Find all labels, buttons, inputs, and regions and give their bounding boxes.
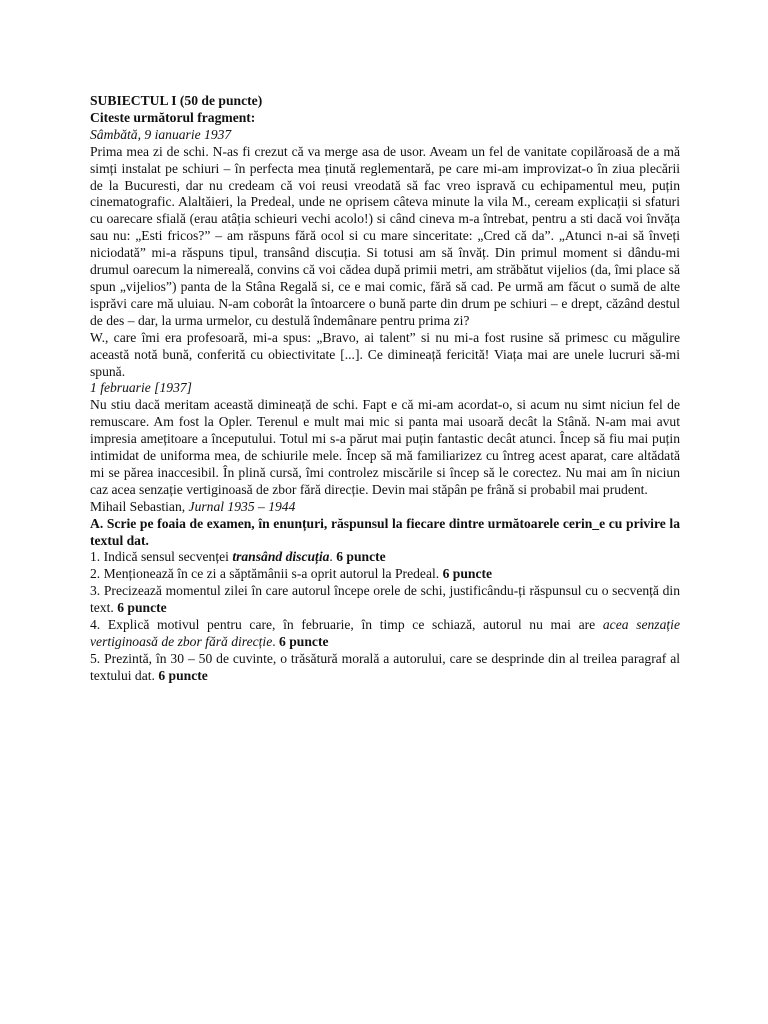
task-item-points: 6 puncte <box>158 667 208 683</box>
task-item-points: 6 puncte <box>279 634 329 649</box>
task-item-5 <box>90 651 680 685</box>
task-title: A. Scrie pe foaia de examen, în enunțuri, răspunsul la fiecare dintre următoarele cerin_e cu privire la textul dat. <box>90 515 680 548</box>
entry1-paragraph-2: W., care îmi era profesoară, mi-a spus: „Bravo, ai talent” si nu mi-a fost rusine să primesc cu măgulire această notă bună, conferită cu obiectivitate [...]. Ce dimineață fericită! Viața mai are unele lucruri să-mi spună. <box>90 329 680 379</box>
task-item-text: 5. Prezintă, în 30 – 50 de cuvinte, o trăsătură morală a autorului, care se desprinde din al treilea paragraf al textului dat. <box>90 650 680 683</box>
task-item-points: 6 puncte <box>117 600 167 616</box>
task-item-points: 6 puncte <box>442 566 493 582</box>
subject-heading: SUBIECTUL I (50 de puncte) <box>90 93 263 108</box>
entry2-date: 1 februarie [1937] <box>90 380 192 396</box>
task-item-text: 3. Precizează momentul zilei în care autorul începe orele de schi, justificându-ți răspunsul cu o secvență din text. <box>90 583 680 616</box>
task-item-text: 4. Explică motivul pentru care, în februarie, în timp ce schiază, autorul nu mai are <box>90 617 603 633</box>
instruction-heading: Citeste următorul fragment: <box>90 109 256 125</box>
task-item-quote: acea senzație vertiginoasă de zbor fără direcție <box>90 617 680 649</box>
task-item-text: 1. Indică sensul secvenței <box>90 549 233 565</box>
task-item-text: 2. Menționează în ce zi a săptămânii s-a oprit autorul la Predeal. <box>90 566 443 582</box>
entry2-paragraph-1: Nu stiu dacă meritam această dimineață de schi. Fapt e că mi-am acordat-o, si acum nu simt niciun fel de remuscare. Am fost la Opler. Terenul e mult mai mic si panta mai usoară decât la Stână. N-am mai avut impresia amețitoare a începutului. Totul mi s-a părut mai puțin fantastic decât atunci. Încep să fiu mai puțin intimidat de uniforma mea, de schiurile mele. Încep să mă familiarizez cu întreg acest aparat, care altădată mi se părea inaccesibil. În plină cursă, îmi controlez miscările si încep să le corectez. Nu mai am în niciun caz acea senzație vertiginoasă de zbor fără direcție. Devin mai stăpân pe frână si probabil mai prudent. <box>90 397 680 497</box>
task-item-4 <box>90 617 680 651</box>
source-work: Jurnal 1935 – 1944 <box>188 498 296 514</box>
document-content <box>90 93 680 685</box>
task-item-points: 6 puncte <box>336 549 386 565</box>
entry1-date: Sâmbătă, 9 ianuarie 1937 <box>90 126 232 142</box>
entry1-paragraph-1: Prima mea zi de schi. N-as fi crezut că va merge asa de usor. Aveam un fel de vanitate copilăroasă de a mă simți instalat pe schiuri – în perfecta mea ținută reglementară, pe care mi-am improvizat-o în ziua plecării de la Bucuresti, dar nu credeam că voi reusi vreodată să fac vreo ispravă cu echipamentul meu, puțin cinematografic. Alaltăieri, la Predeal, unde ne oprisem câteva minute la vila M., ceream explicații si sfaturi cu oarecare sfială (erau atâția schieuri vechi acolo!) si când cineva m-a întrebat, pentru a sti dacă voi învăța sau nu: „Esti fricos?” – am răspuns fără ocol si cu mare sinceritate: „Cred că da”. „Atunci n-ai să înveți niciodată” mi-a răspuns tipul, transând discuția. Si totusi am să învăț. Din primul moment si dându-mi drumul oarecum la nimereală, convins că voi cădea după primii metri, am străbătut vijelios (da, îmi place să spun „vijelios”) panta de la Stâna Regală si, ce e mai comic, fără să cad. Pe urmă am făcut o sumă de alte isprăvi care mă uluiau. N-am coborât la întoarcere o bună parte din drum pe schiuri – e drept, căzând destul de des – dar, la urma urmelor, cu destulă îndemânare pentru prima zi? <box>90 143 680 328</box>
source-citation <box>90 499 680 516</box>
task-item-3 <box>90 583 680 617</box>
task-item-1 <box>90 549 680 566</box>
source-author: Mihail Sebastian, <box>90 498 189 514</box>
task-item-2 <box>90 566 680 583</box>
task-item-punct: . <box>329 549 337 565</box>
task-item-punct: . <box>272 634 280 649</box>
task-item-quote: transând discuția <box>232 549 330 565</box>
